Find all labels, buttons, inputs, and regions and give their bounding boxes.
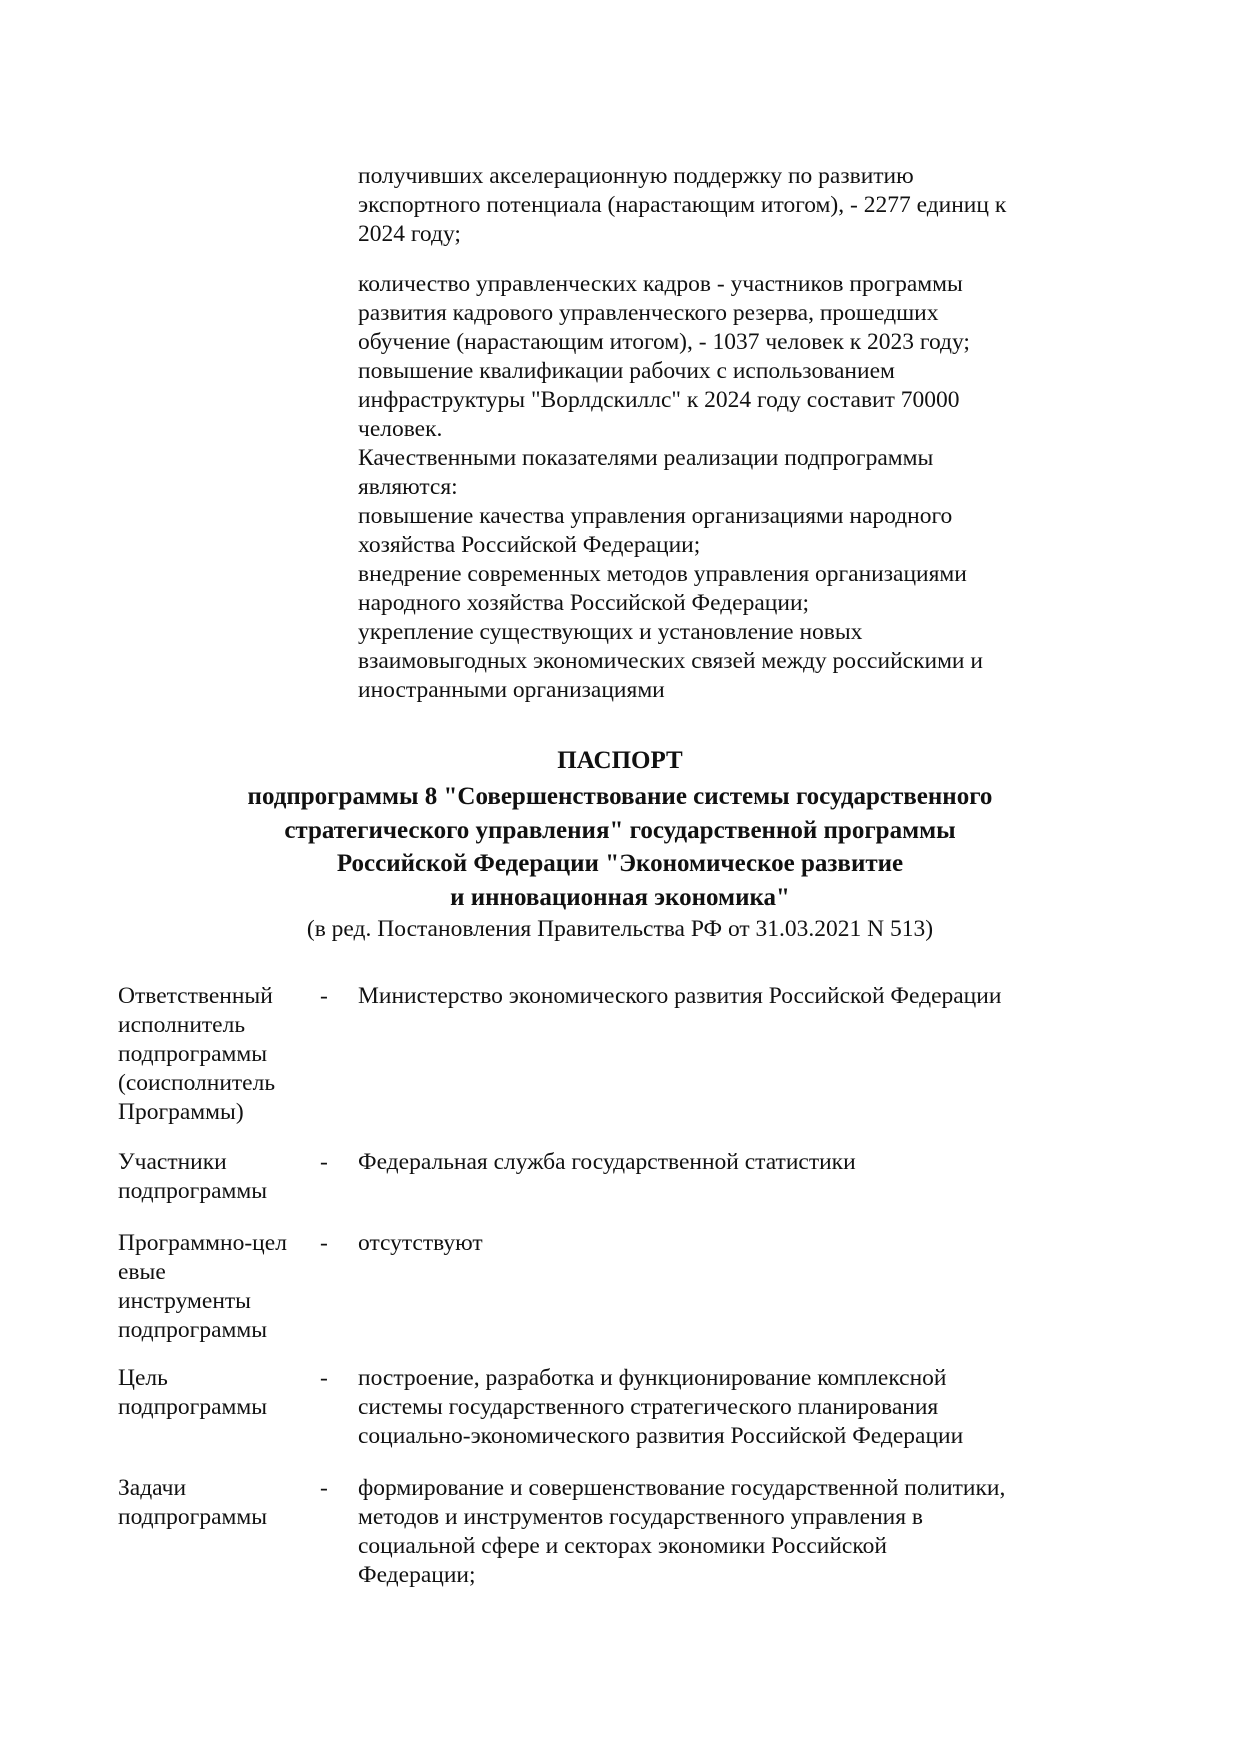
text-line: Министерство экономического развития Российской Федерации	[358, 983, 1002, 1009]
text-line: Качественными показателями реализации подпрограммы	[358, 445, 934, 471]
row-dash	[320, 1474, 328, 1503]
text-line: Цель	[118, 1365, 168, 1391]
text-line: Программы)	[118, 1099, 244, 1125]
text-line: исполнитель	[118, 1012, 246, 1038]
row-value	[358, 982, 1001, 1011]
text-line: повышение квалификации рабочих с использованием	[358, 358, 895, 384]
text-line: 2024 году;	[358, 221, 461, 247]
text-line: взаимовыгодных экономических связей между российскими и	[358, 648, 983, 674]
row-label	[118, 1474, 267, 1532]
text-line: экспортного потенциала (нарастающим итогом), - 2277 единиц к	[358, 192, 1007, 218]
title-text: ПАСПОРТ	[557, 747, 683, 774]
row-label	[118, 982, 275, 1127]
text-line: являются:	[358, 474, 458, 500]
row-value	[358, 1474, 1005, 1590]
dash: -	[320, 1365, 328, 1391]
text-line: народного хозяйства Российской Федерации;	[358, 590, 810, 616]
dash: -	[320, 1475, 328, 1501]
text-line: хозяйства Российской Федерации;	[358, 532, 701, 558]
row-dash	[320, 1364, 328, 1393]
text-line: формирование и совершенствование государственной политики,	[358, 1475, 1006, 1501]
edition-note	[0, 915, 1240, 944]
text-line: системы государственного стратегического планирования	[358, 1394, 939, 1420]
text-line: иностранными организациями	[358, 677, 665, 703]
text-line: обучение (нарастающим итогом), - 1037 человек к 2023 году;	[358, 329, 970, 355]
text-line: Ответственный	[118, 983, 273, 1009]
edition-text: (в ред. Постановления Правительства РФ от 31.03.2021 N 513)	[306, 916, 934, 942]
text-line: методов и инструментов государственного управления в	[358, 1504, 924, 1530]
text-line: инструменты	[118, 1288, 251, 1314]
text-line: подпрограммы	[118, 1041, 268, 1067]
text-line: евые	[118, 1259, 166, 1285]
row-value	[358, 1148, 856, 1177]
row-value	[358, 1229, 483, 1258]
text-line: внедрение современных методов управления организациями	[358, 561, 967, 587]
text-line: социально-экономического развития Российской Федерации	[358, 1423, 964, 1449]
text-line: подпрограммы	[118, 1504, 268, 1530]
row-value	[358, 1364, 963, 1451]
row-dash	[320, 1229, 328, 1258]
dash: -	[320, 983, 328, 1009]
passport-title	[0, 744, 1240, 778]
text-line: Программно-цел	[118, 1230, 287, 1256]
text-line: укрепление существующих и установление новых	[358, 619, 863, 645]
intro-paragraph-2	[358, 270, 983, 705]
text-line: подпрограммы	[118, 1394, 268, 1420]
row-dash	[320, 1148, 328, 1177]
text-line: человек.	[358, 416, 443, 442]
text-line: подпрограммы 8 "Совершенствование системы государственного	[247, 783, 993, 810]
passport-subtitle	[0, 780, 1240, 914]
text-line: Федеральная служба государственной статистики	[358, 1149, 856, 1175]
text-line: и инновационная экономика"	[450, 883, 790, 911]
text-line: Российской Федерации "Экономическое развитие	[336, 850, 904, 877]
text-line: подпрограммы	[118, 1317, 268, 1343]
row-label	[118, 1364, 267, 1422]
text-line: инфраструктуры "Ворлдскиллс" к 2024 году составит 70000	[358, 387, 960, 413]
row-label	[118, 1229, 287, 1345]
row-label	[118, 1148, 267, 1206]
text-line: Участники	[118, 1149, 227, 1175]
text-line: построение, разработка и функционирование комплексной	[358, 1365, 947, 1391]
text-line: получивших акселерационную поддержку по развитию	[358, 163, 914, 189]
intro-paragraph-1	[358, 162, 1006, 249]
text-line: развития кадрового управленческого резерва, прошедших	[358, 300, 939, 326]
text-line: повышение качества управления организациями народного	[358, 503, 953, 529]
text-line: Задачи	[118, 1475, 187, 1501]
text-line: подпрограммы	[118, 1178, 268, 1204]
dash: -	[320, 1149, 328, 1175]
row-dash	[320, 982, 328, 1011]
text-line: стратегического управления" государственной программы	[284, 816, 956, 844]
text-line: отсутствуют	[358, 1230, 483, 1256]
dash: -	[320, 1230, 328, 1256]
text-line: социальной сфере и секторах экономики Российской	[358, 1533, 887, 1559]
text-line: (соисполнитель	[118, 1070, 276, 1096]
text-line: Федерации;	[358, 1562, 476, 1588]
text-line: количество управленческих кадров - участников программы	[358, 271, 963, 297]
